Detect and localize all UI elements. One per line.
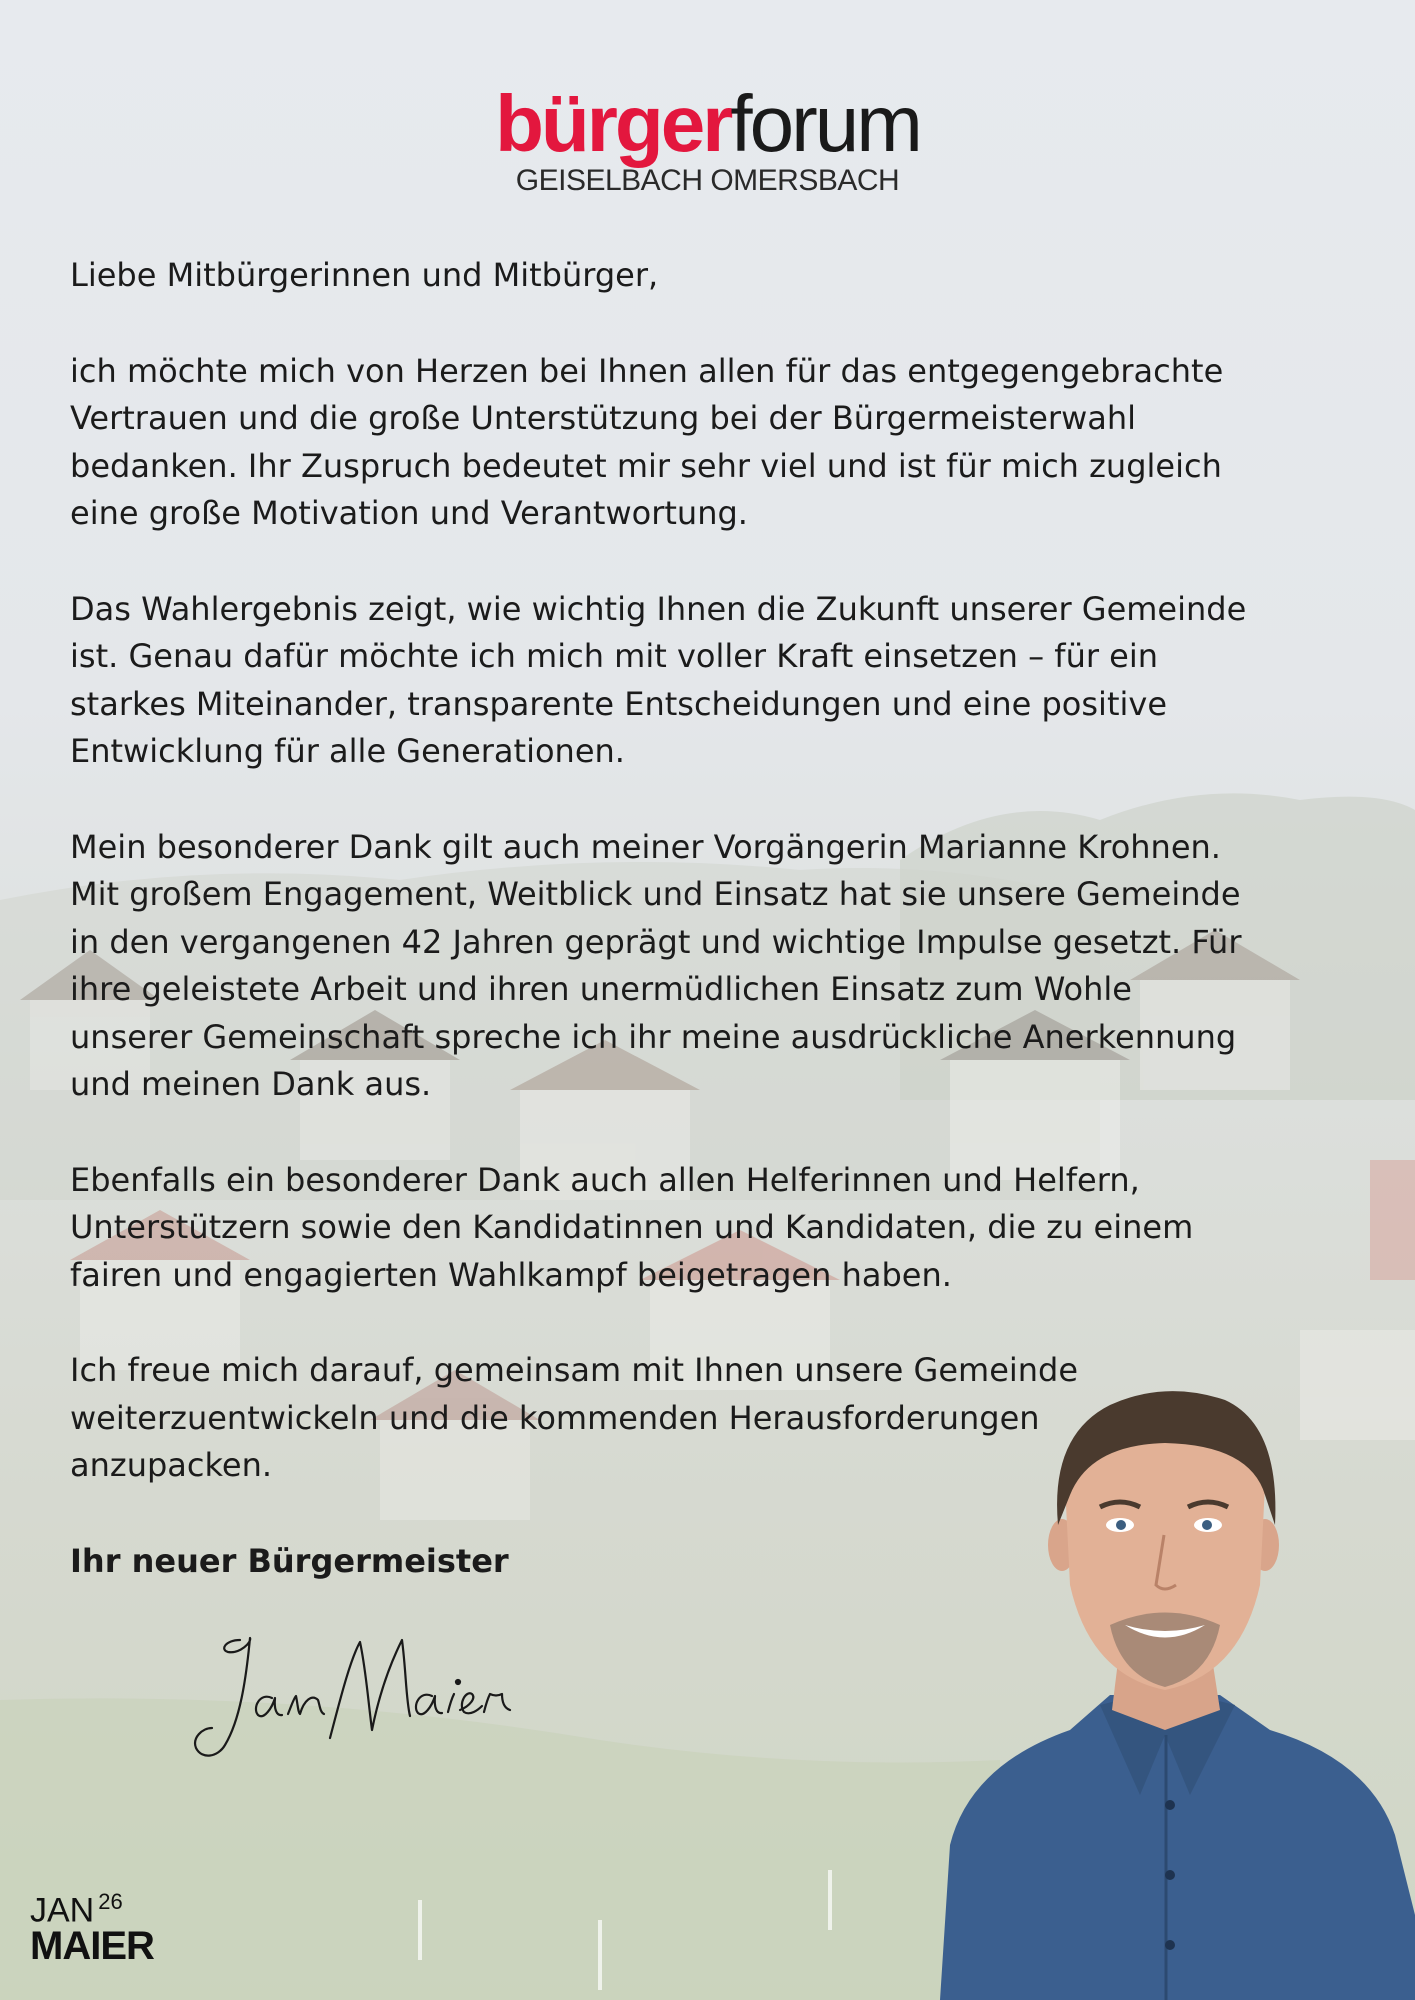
logo-subtitle: GEISELBACH OMERSBACH: [515, 164, 900, 197]
letter-paragraph: Ich freue mich darauf, gemeinsam mit Ihnen unsere Gemeinde weiterzuentwickeln und die kommenden Herausforderungen anzupacken.: [70, 1351, 1079, 1484]
buergerforum-logo: [0, 79, 1415, 197]
letter-paragraph: Ebenfalls ein besonderer Dank auch allen Helferinnen und Helfern, Unterstützern sowie den Kandidatinnen und Kandidaten, die zu einem fairen und engagierten Wahlkampf beigetragen haben.: [70, 1160, 1194, 1294]
logo-word-buerger: bürger: [495, 79, 731, 168]
letter-salutation: Liebe Mitbürgerinnen und Mitbürger,: [70, 256, 659, 294]
letter-paragraph: ich möchte mich von Herzen bei Ihnen allen für das entgegengebrachte Vertrauen und die große Unterstützung bei der Bürgermeisterwahl bedanken. Ihr Zuspruch bedeutet mir sehr viel und ist für mich zugleich eine große Motivation und Verantwortung.: [70, 351, 1224, 532]
brand-number: 26: [98, 1889, 123, 1914]
brand-first-name: JAN: [30, 1891, 95, 1930]
brand-last-name: MAIER: [30, 1924, 154, 1969]
letter-paragraph: Mein besonderer Dank gilt auch meiner Vorgängerin Marianne Krohnen. Mit großem Engagement, Weitblick und Einsatz hat sie unsere Gemeinde in den vergangenen 42 Jahren geprägt und wichtige Impulse gesetzt. Für ihre geleistete Arbeit und ihren unermüdlichen Einsatz zum Wohle unserer Gemeinschaft spreche ich ihr meine ausdrückliche Anerkennung und meinen Dank aus.: [70, 827, 1242, 1103]
letter-closing: Ihr neuer Bürgermeister: [70, 1541, 509, 1580]
jan-maier-brand-mark: [30, 1885, 154, 1969]
logo-word-forum: forum: [730, 79, 920, 168]
handwritten-signature: [180, 1620, 560, 1770]
letter-paragraph: Das Wahlergebnis zeigt, wie wichtig Ihnen die Zukunft unserer Gemeinde ist. Genau dafür möchte ich mich mit voller Kraft einsetzen – für ein starkes Miteinander, transparente Entscheidungen und eine positive Entwicklung für alle Generationen.: [70, 589, 1247, 770]
portrait-photo-jan-maier: [940, 1375, 1415, 2000]
